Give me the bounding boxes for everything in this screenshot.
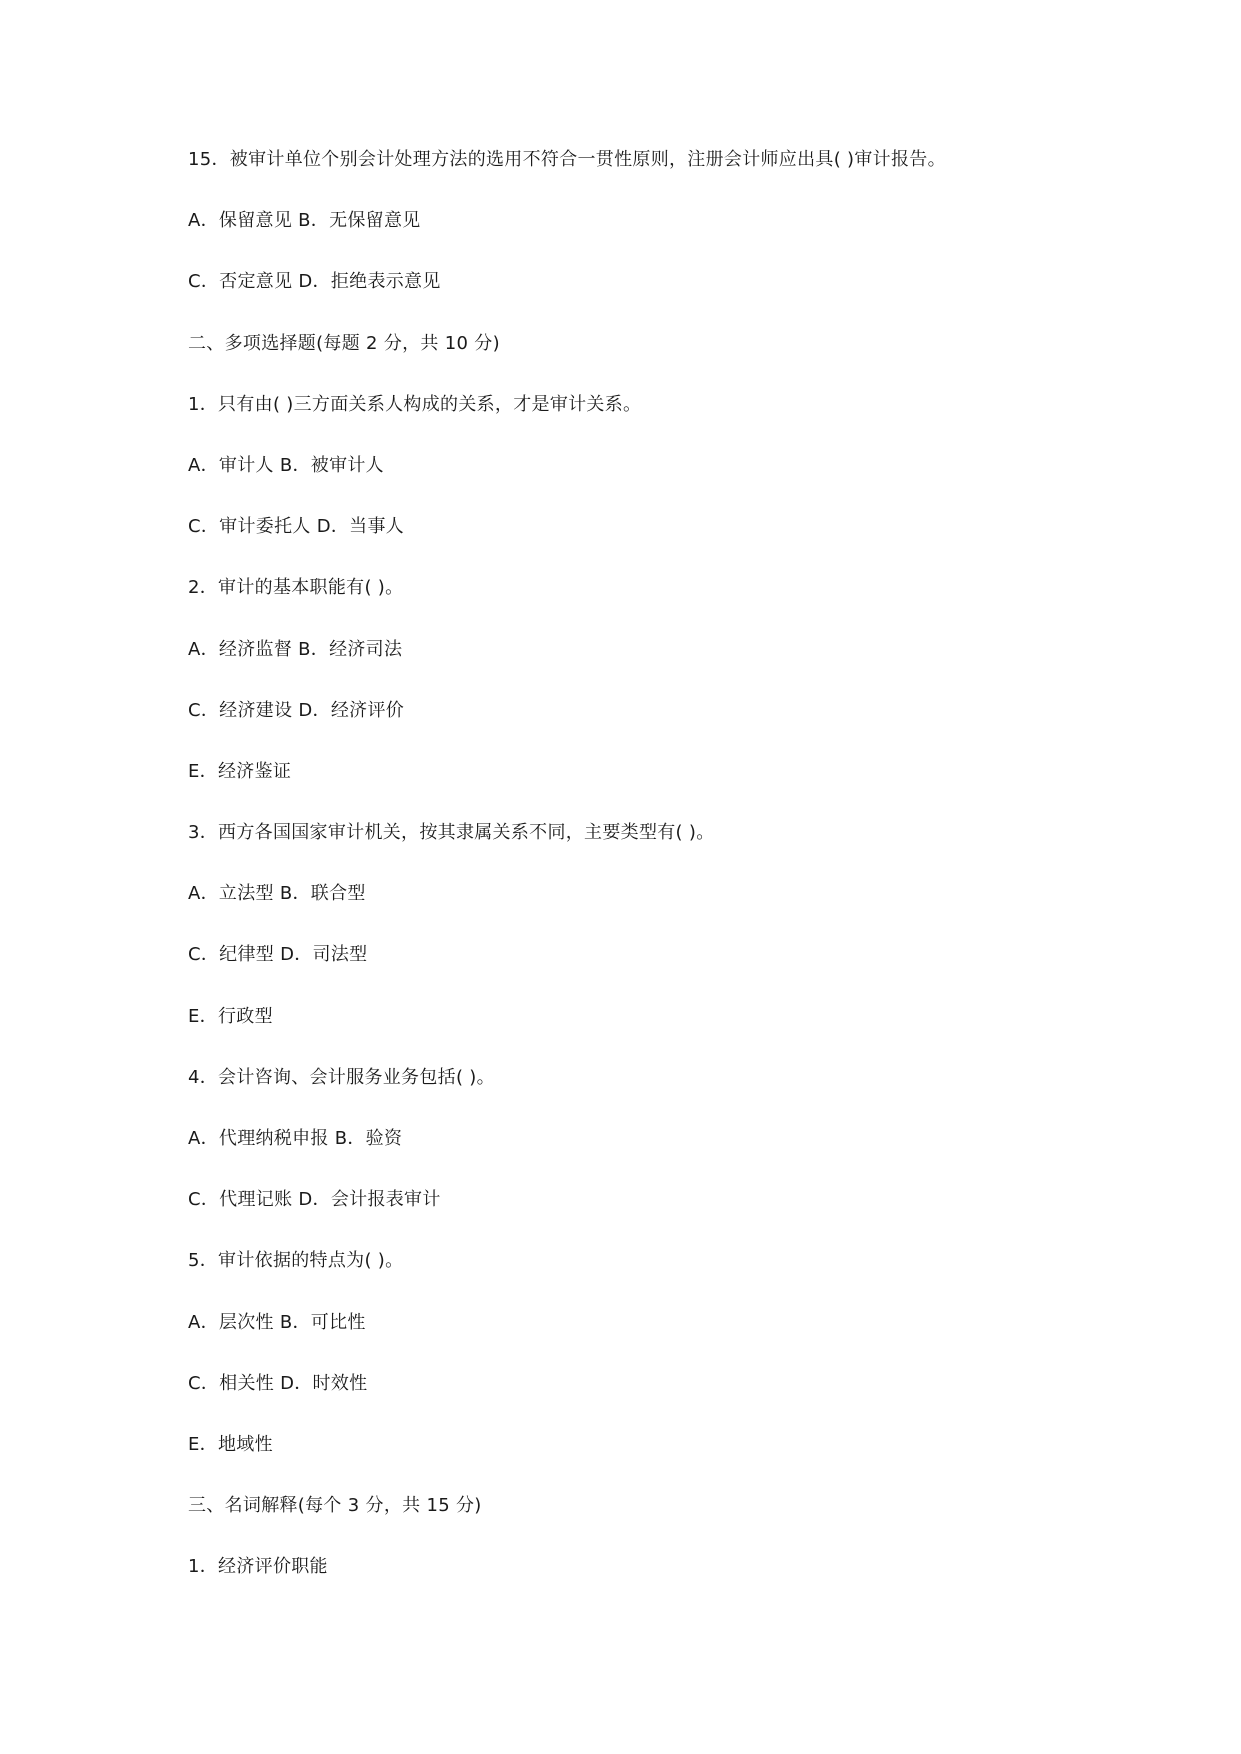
mc-question-3-option-e: E．行政型 xyxy=(188,1005,273,1027)
question-15-options-ab: A．保留意见 B．无保留意见 xyxy=(188,210,421,232)
mc-question-2-options-cd: C．经济建设 D．经济评价 xyxy=(188,699,405,721)
question-15-options-cd: C．否定意见 D．拒绝表示意见 xyxy=(188,271,441,293)
mc-question-3-options-cd: C．纪律型 D．司法型 xyxy=(188,944,368,966)
question-15: 15．被审计单位个别会计处理方法的选用不符合一贯性原则，注册会计师应出具( )审计报告。 xyxy=(188,149,946,170)
mc-question-5-option-e: E．地域性 xyxy=(188,1433,273,1455)
mc-question-2-option-e: E．经济鉴证 xyxy=(188,760,292,782)
mc-question-3-options-ab: A．立法型 B．联合型 xyxy=(188,883,366,905)
mc-question-1-options-cd: C．审计委托人 D．当事人 xyxy=(188,516,405,538)
mc-question-1: 1．只有由( )三方面关系人构成的关系，才是审计关系。 xyxy=(188,393,642,415)
mc-question-4-options-ab: A．代理纳税申报 B．验资 xyxy=(188,1128,403,1149)
term-question-1: 1．经济评价职能 xyxy=(188,1556,328,1578)
mc-question-4-options-cd: C．代理记账 D．会计报表审计 xyxy=(188,1189,441,1211)
document-content xyxy=(188,150,1088,1619)
section-heading-multiple-choice: 二、多项选择题(每题 2 分，共 10 分) xyxy=(188,332,500,354)
mc-question-2-options-ab: A．经济监督 B．经济司法 xyxy=(188,638,403,660)
mc-question-1-options-ab: A．审计人 B．被审计人 xyxy=(188,454,384,476)
mc-question-3: 3．西方各国国家审计机关，按其隶属关系不同，主要类型有( )。 xyxy=(188,822,715,844)
mc-question-5-options-ab: A．层次性 B．可比性 xyxy=(188,1311,366,1333)
mc-question-5: 5．审计依据的特点为( )。 xyxy=(188,1250,404,1272)
mc-question-5-options-cd: C．相关性 D．时效性 xyxy=(188,1372,368,1394)
section-heading-term-definitions: 三、名词解释(每个 3 分，共 15 分) xyxy=(188,1495,482,1517)
mc-question-2: 2．审计的基本职能有( )。 xyxy=(188,577,404,599)
mc-question-4: 4．会计咨询、会计服务业务包括( )。 xyxy=(188,1066,495,1088)
